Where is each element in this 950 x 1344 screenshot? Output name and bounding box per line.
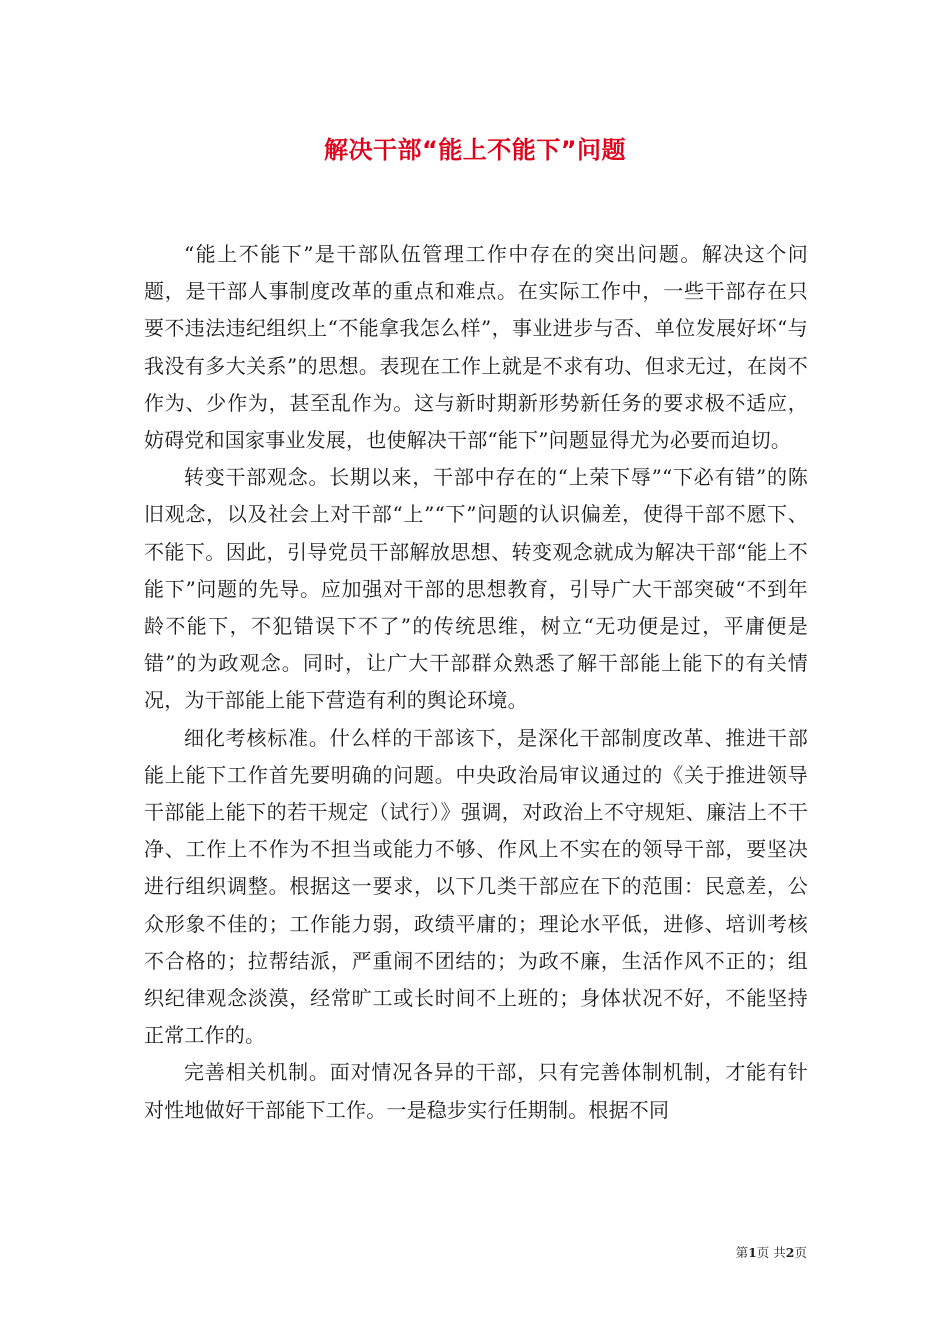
document-title: 解决干部“能上不能下”问题	[323, 136, 627, 164]
paragraph-4: 完善相关机制。面对情况各异的干部，只有完善体制机制，才能有针对性地做好干部能下工作。一是稳步实行任期制。根据不同	[144, 1060, 808, 1122]
paragraph-2: 转变干部观念。长期以来，干部中存在的“上荣下辱”“下必有错”的陈旧观念，以及社会上对干部“上”“下”问题的认识偏差，使得干部不愿下、不能下。因此，引导党员干部解放思想、转变观念就成为解决干部“能上不能下”问题的先导。应加强对干部的思想教育，引导广大干部突破“不到年龄不能下，不犯错误下不了”的传统思维，树立“无功便是过，平庸便是错”的为政观念。同时，让广大干部群众熟悉了解干部能上能下的有关情况，为干部能上能下营造有利的舆论环境。	[144, 465, 808, 713]
footer-suffix: 页	[794, 1245, 807, 1260]
paragraph-1: “能上不能下”是干部队伍管理工作中存在的突出问题。解决这个问题，是干部人事制度改革的重点和难点。在实际工作中，一些干部存在只要不违法违纪组织上“不能拿我怎么样”，事业进步与否、单位发展好坏“与我没有多大关系”的思想。表现在工作上就是不求有功、但求无过，在岗不作为、少作为，甚至乱作为。这与新时期新形势新任务的要求极不适应，妨碍党和国家事业发展，也使解决干部“能下”问题显得尤为必要而迫切。	[144, 242, 808, 453]
footer-middle: 页 共	[756, 1245, 786, 1260]
document-body	[144, 236, 808, 1129]
paragraph-3: 细化考核标准。什么样的干部该下，是深化干部制度改革、推进干部能上能下工作首先要明确的问题。中央政治局审议通过的《关于推进领导干部能上能下的若干规定（试行）》强调，对政治上不守规矩、廉洁上不干净、工作上不作为不担当或能力不够、作风上不实在的领导干部，要坚决进行组织调整。根据这一要求，以下几类干部应在下的范围：民意差，公众形象不佳的；工作能力弱，政绩平庸的；理论水平低，进修、培训考核不合格的；拉帮结派，严重闹不团结的；为政不廉，生活作风不正的；组织纪律观念淡漠，经常旷工或长时间不上班的；身体状况不好，不能坚持正常工作的。	[144, 725, 808, 1048]
current-page-number: 1	[748, 1245, 757, 1260]
footer-prefix: 第	[735, 1245, 749, 1260]
page-number-footer	[736, 1244, 807, 1262]
total-page-number: 2	[785, 1245, 795, 1260]
